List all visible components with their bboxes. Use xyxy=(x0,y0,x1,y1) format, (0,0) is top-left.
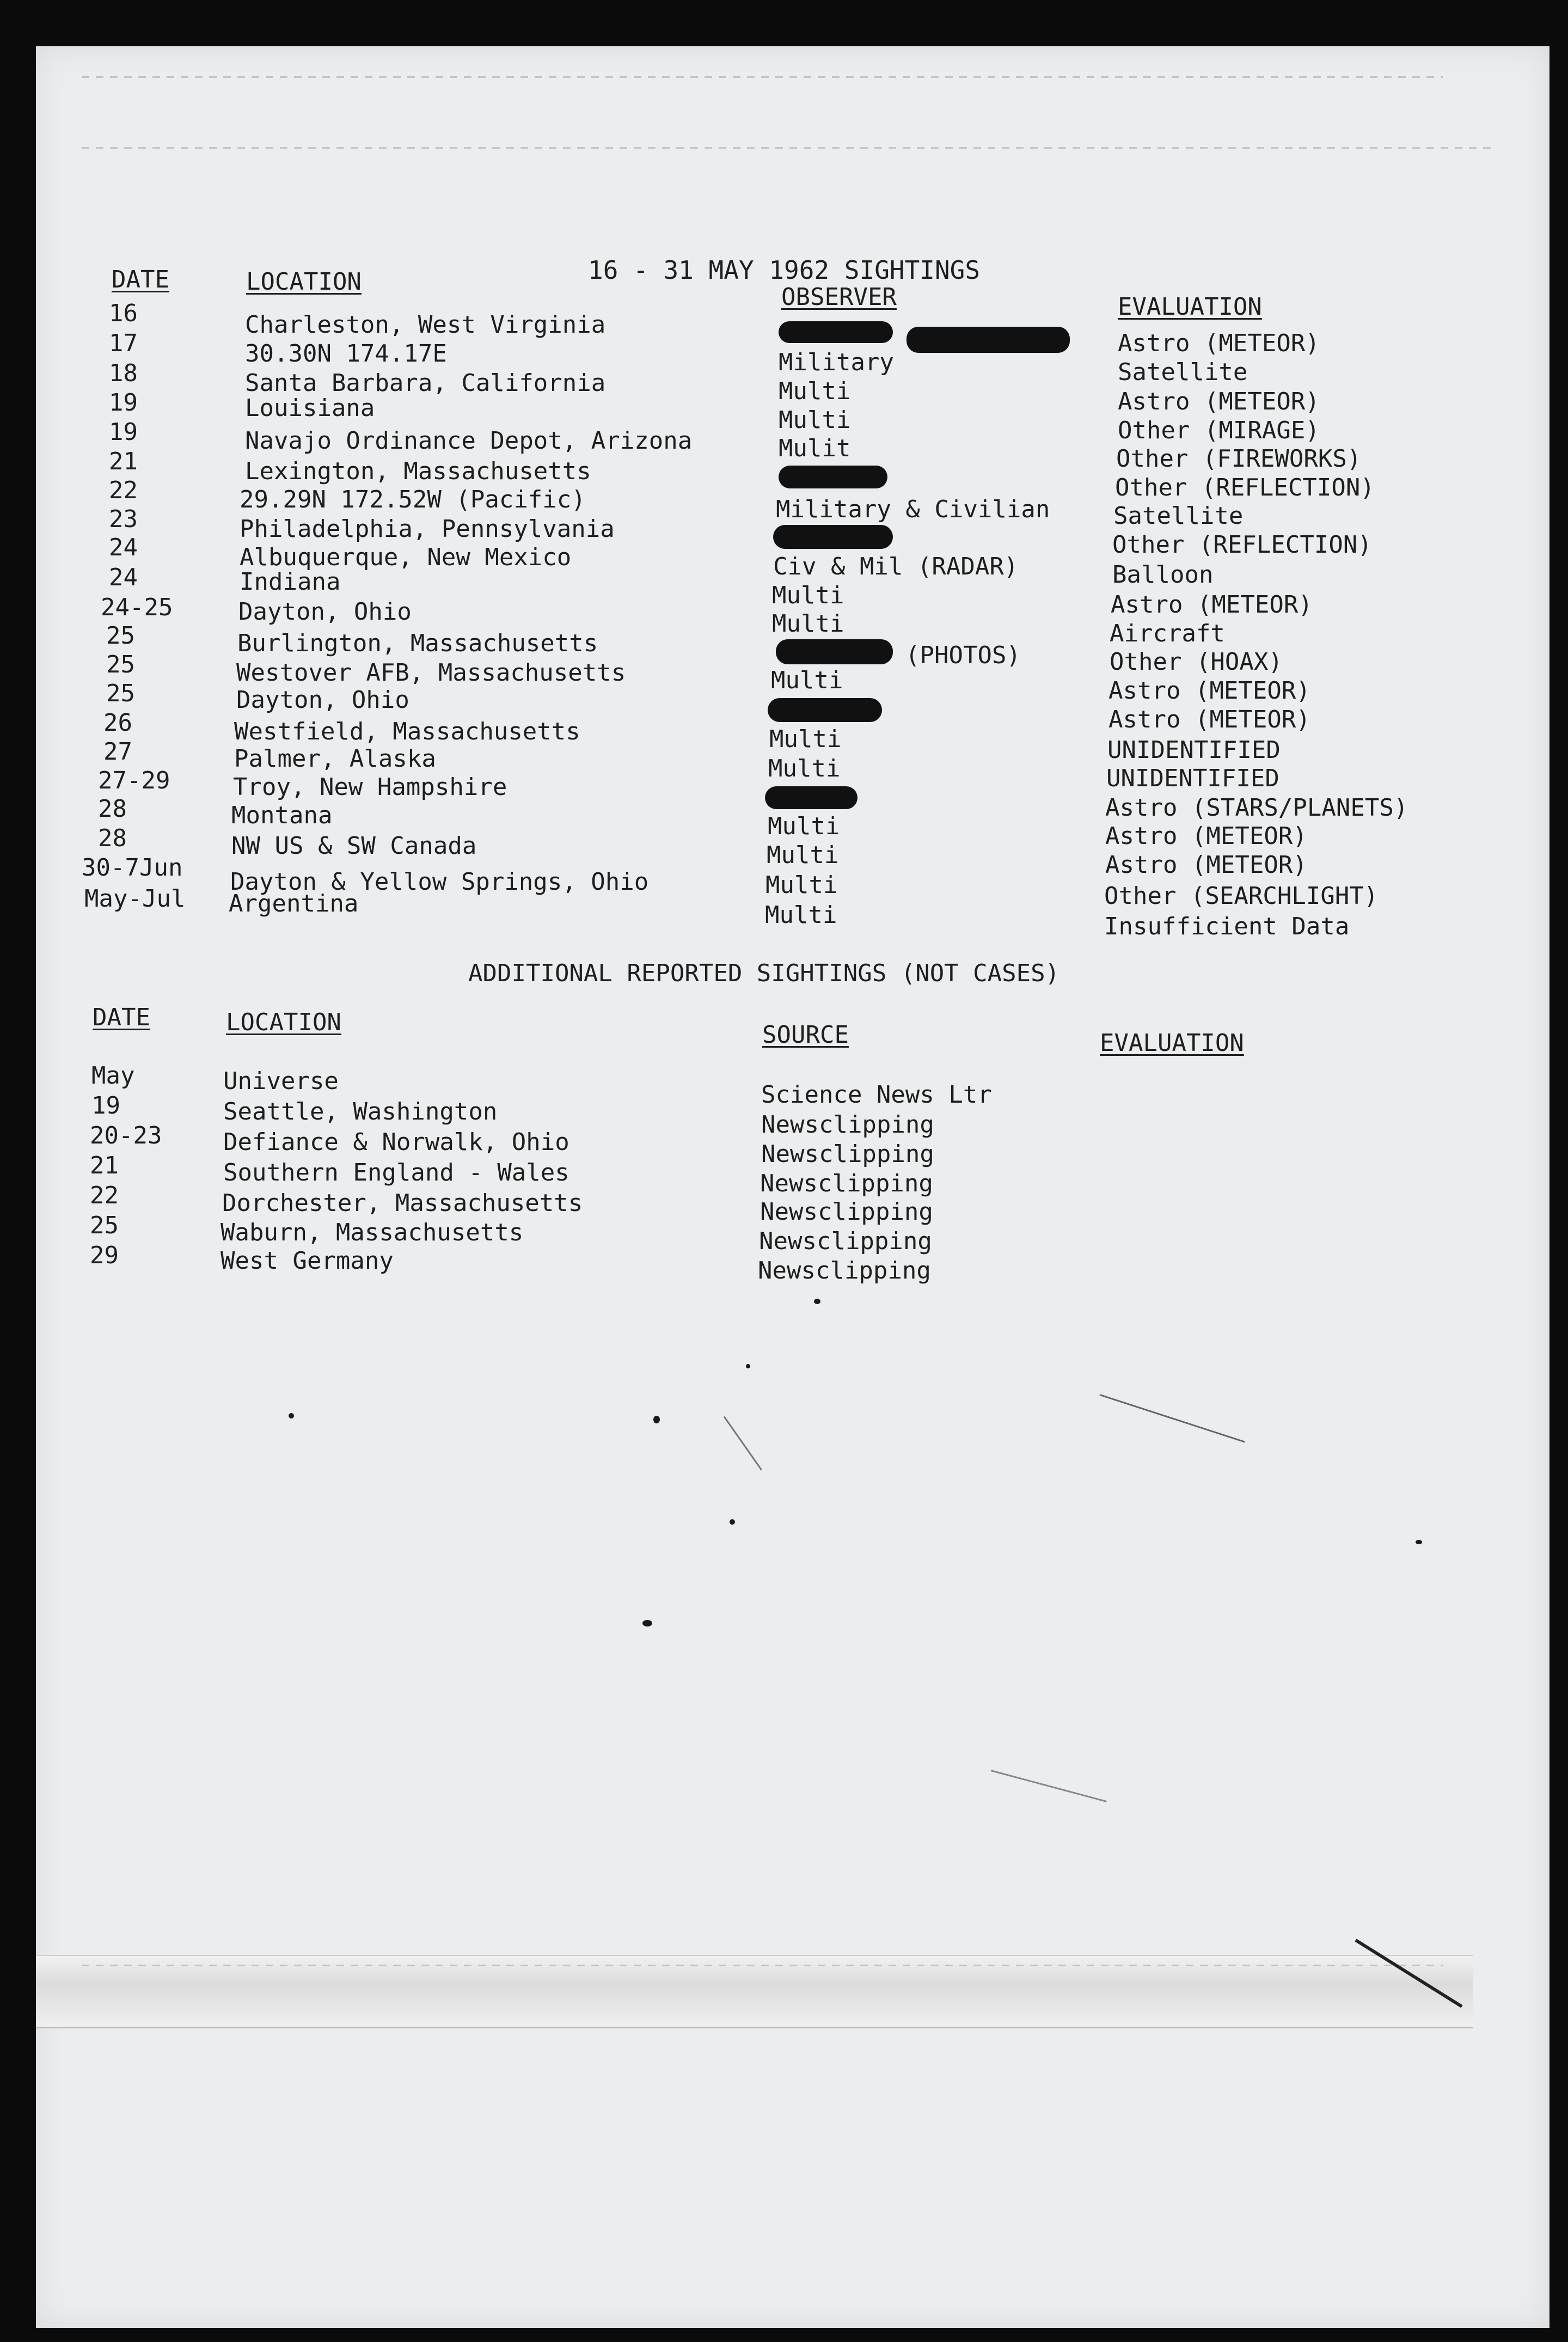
redaction-mark xyxy=(779,321,893,343)
row-location: Dorchester, Massachusetts xyxy=(222,1189,583,1217)
row-observer: Mulit xyxy=(779,435,851,462)
row-evaluation: Other (REFLECTION) xyxy=(1115,474,1375,502)
row-date: 30-7Jun xyxy=(82,854,183,882)
row-date: 25 xyxy=(106,622,135,650)
row-observer: Military & Civilian xyxy=(776,496,1050,523)
row-observer: Military xyxy=(779,348,894,376)
redaction-mark xyxy=(773,525,893,549)
row-location: Burlington, Massachusetts xyxy=(237,629,598,657)
row-evaluation: Other (FIREWORKS) xyxy=(1116,445,1362,473)
header-observer: OBSERVER xyxy=(781,283,897,311)
row-observer: Multi xyxy=(769,725,842,753)
header-date: DATE xyxy=(112,266,169,293)
row-date: 27 xyxy=(103,738,132,766)
dust-speck xyxy=(642,1620,652,1626)
row-date: 23 xyxy=(109,505,138,533)
row-location: Philadelphia, Pennsylvania xyxy=(240,515,615,543)
row-date: 22 xyxy=(109,476,138,504)
additional-header-date: DATE xyxy=(93,1004,150,1031)
row-evaluation: Balloon xyxy=(1112,561,1214,589)
row-source: Newsclipping xyxy=(760,1170,933,1197)
row-date: 24 xyxy=(109,564,138,591)
row-source: Science News Ltr xyxy=(761,1081,992,1109)
row-date: 27-29 xyxy=(98,767,170,794)
row-location: Palmer, Alaska xyxy=(234,745,436,773)
row-date: 19 xyxy=(109,418,138,446)
redaction-mark xyxy=(768,698,882,722)
row-observer: Multi xyxy=(768,755,841,782)
header-noise-line xyxy=(82,147,1497,149)
dust-speck xyxy=(814,1299,820,1304)
dust-speck xyxy=(730,1519,735,1525)
row-evaluation: Astro (METEOR) xyxy=(1118,388,1320,415)
row-observer: Multi xyxy=(772,610,844,638)
row-evaluation: Other (SEARCHLIGHT) xyxy=(1104,882,1379,910)
dust-speck xyxy=(1416,1540,1422,1544)
row-location: Navajo Ordinance Depot, Arizona xyxy=(245,427,693,455)
row-location: 30.30N 174.17E xyxy=(245,340,447,368)
row-evaluation: Satellite xyxy=(1113,502,1244,530)
redaction-mark xyxy=(765,786,857,809)
row-location: Montana xyxy=(231,802,333,829)
header-noise-line xyxy=(82,76,1443,78)
row-location: Dayton, Ohio xyxy=(236,686,409,714)
row-evaluation: Astro (METEOR) xyxy=(1118,329,1320,357)
row-evaluation: Satellite xyxy=(1118,358,1248,386)
row-observer: Multi xyxy=(771,666,843,694)
row-evaluation: Astro (METEOR) xyxy=(1108,677,1310,705)
row-evaluation: UNIDENTIFIED xyxy=(1106,765,1279,792)
row-date: 26 xyxy=(103,709,132,737)
additional-header-evaluation: EVALUATION xyxy=(1100,1029,1244,1057)
row-observer: Multi xyxy=(765,871,838,899)
row-date: 25 xyxy=(106,651,135,678)
dust-speck xyxy=(289,1413,294,1418)
page-title: 16 - 31 MAY 1962 SIGHTINGS xyxy=(588,255,981,285)
row-observer: Multi xyxy=(779,377,851,405)
row-date: 29 xyxy=(90,1242,119,1269)
row-location: Indiana xyxy=(240,568,341,596)
header-location: LOCATION xyxy=(246,268,362,296)
row-location: Westfield, Massachusetts xyxy=(234,718,580,745)
row-date: 17 xyxy=(109,329,138,357)
row-date: May xyxy=(91,1062,135,1090)
row-date: 28 xyxy=(98,824,127,852)
dust-speck xyxy=(746,1364,750,1368)
row-date: May-Jul xyxy=(84,885,186,913)
row-date: 19 xyxy=(91,1092,120,1120)
row-date: 18 xyxy=(109,359,138,387)
row-date: 21 xyxy=(109,448,138,475)
row-location: Seattle, Washington xyxy=(223,1098,498,1126)
dust-speck xyxy=(653,1416,660,1423)
row-evaluation: Astro (METEOR) xyxy=(1111,591,1313,619)
row-date: 16 xyxy=(109,299,138,327)
row-location: Argentina xyxy=(229,890,359,918)
row-evaluation: Aircraft xyxy=(1110,620,1225,647)
row-evaluation: Astro (METEOR) xyxy=(1105,822,1307,850)
row-observer: Multi xyxy=(779,406,851,434)
row-observer: Multi xyxy=(772,582,844,609)
redaction-mark xyxy=(779,466,887,488)
row-evaluation: Other (HOAX) xyxy=(1110,648,1283,676)
header-evaluation: EVALUATION xyxy=(1118,293,1262,321)
row-date: 22 xyxy=(90,1182,119,1209)
row-date: 24 xyxy=(109,534,138,561)
row-date: 20-23 xyxy=(90,1122,162,1149)
row-date: 25 xyxy=(90,1212,119,1239)
row-location: NW US & SW Canada xyxy=(231,832,477,860)
row-date: 19 xyxy=(109,389,138,417)
row-source: Newsclipping xyxy=(760,1198,933,1226)
row-location: Louisiana xyxy=(245,394,375,422)
row-location: Waburn, Massachusetts xyxy=(220,1219,524,1246)
row-source: Newsclipping xyxy=(761,1140,934,1168)
row-evaluation: Other (REFLECTION) xyxy=(1112,531,1372,559)
additional-header-location: LOCATION xyxy=(226,1008,341,1036)
redaction-mark xyxy=(776,639,893,664)
row-location: West Germany xyxy=(220,1247,394,1275)
fold-noise-line xyxy=(82,1965,1443,1966)
row-date: 28 xyxy=(98,795,127,823)
row-location: 29.29N 172.52W (Pacific) xyxy=(240,486,586,513)
row-location: Santa Barbara, California xyxy=(245,369,606,397)
row-location: Lexington, Massachusetts xyxy=(245,457,591,485)
row-date: 21 xyxy=(90,1152,119,1179)
additional-header-source: SOURCE xyxy=(762,1021,849,1049)
row-location: Dayton & Yellow Springs, Ohio xyxy=(230,868,649,896)
row-observer: (PHOTOS) xyxy=(905,641,1021,669)
row-observer: Multi xyxy=(767,841,839,869)
row-location: Westover AFB, Massachusetts xyxy=(236,659,626,687)
row-observer: Civ & Mil (RADAR) xyxy=(773,553,1019,580)
row-source: Newsclipping xyxy=(761,1111,934,1139)
row-source: Newsclipping xyxy=(759,1227,932,1255)
row-source: Newsclipping xyxy=(758,1257,931,1285)
row-evaluation: Astro (METEOR) xyxy=(1108,706,1310,733)
redaction-mark xyxy=(906,327,1070,353)
row-observer: Multi xyxy=(765,901,837,929)
row-evaluation: Astro (METEOR) xyxy=(1105,851,1307,879)
row-evaluation: Astro (STARS/PLANETS) xyxy=(1105,794,1408,822)
row-location: Dayton, Ohio xyxy=(238,598,412,626)
row-location: Southern England - Wales xyxy=(223,1159,569,1187)
row-date: 25 xyxy=(106,680,135,707)
row-evaluation: Insufficient Data xyxy=(1104,913,1350,940)
row-location: Troy, New Hampshire xyxy=(233,773,507,801)
row-evaluation: Other (MIRAGE) xyxy=(1118,417,1320,444)
row-location: Defiance & Norwalk, Ohio xyxy=(223,1128,569,1156)
row-observer: Multi xyxy=(768,812,840,840)
row-location: Albuquerque, New Mexico xyxy=(240,543,572,571)
additional-title: ADDITIONAL REPORTED SIGHTINGS (NOT CASES) xyxy=(468,959,1060,987)
row-location: Charleston, West Virginia xyxy=(245,311,606,339)
row-evaluation: UNIDENTIFIED xyxy=(1107,736,1281,764)
row-location: Universe xyxy=(223,1067,339,1095)
row-date: 24-25 xyxy=(101,594,173,621)
